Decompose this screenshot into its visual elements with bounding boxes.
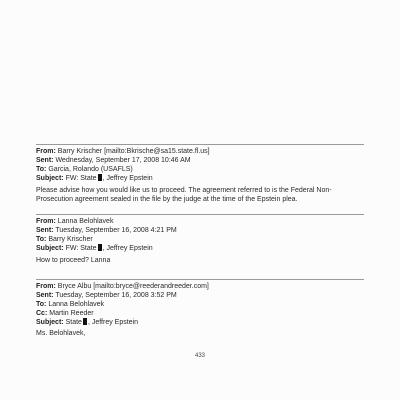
subject-label: Subject: (36, 319, 64, 326)
email-divider (36, 279, 364, 280)
sent-line (36, 291, 366, 300)
from-value: Barry Krischer [mailto:Bkrische@sa15.state.fl.us] (57, 148, 210, 155)
subject-line (36, 318, 366, 327)
from-line (36, 147, 366, 156)
email-header-2 (36, 217, 366, 253)
to-value: Garcia, Rolando (USAFLS) (48, 166, 133, 173)
subject-line (36, 174, 366, 183)
to-label: To: (36, 301, 47, 308)
email-body-2: How to proceed? Lanna (36, 257, 111, 264)
redaction-mark (98, 174, 102, 181)
from-line (36, 282, 366, 291)
sent-label: Sent: (36, 227, 54, 234)
from-value: Lanna Belohlavek (57, 218, 114, 225)
from-label: From: (36, 218, 56, 225)
from-line (36, 217, 366, 226)
subject-suffix: , Jeffrey Epstein (102, 245, 153, 252)
subject-prefix: FW: State (65, 245, 97, 252)
email-header-3 (36, 282, 366, 327)
subject-prefix: State (65, 319, 82, 326)
redaction-mark (83, 318, 87, 325)
email-header-1 (36, 147, 366, 183)
to-label: To: (36, 236, 47, 243)
subject-line (36, 244, 366, 253)
page-number: 433 (194, 353, 205, 359)
email-divider (36, 144, 364, 145)
redaction-mark (98, 244, 102, 251)
cc-label: Cc: (36, 310, 48, 317)
sent-label: Sent: (36, 157, 54, 164)
sent-label: Sent: (36, 292, 54, 299)
to-value: Lanna Belohlavek (48, 301, 104, 308)
subject-suffix: , Jeffrey Epstein (87, 319, 139, 326)
to-line (36, 165, 366, 174)
to-line (36, 300, 366, 309)
from-value: Bryce Albu [mailto:bryce@reederandreeder.com] (57, 283, 209, 290)
email-body-1: Please advise how you would like us to proceed. The agreement referred to is the Federal Non-Prosecution agreement sealed in the file by the judge at the time of the Epstein plea. (36, 187, 332, 203)
sent-value: Wednesday, September 17, 2008 10:46 AM (55, 157, 191, 164)
from-label: From: (36, 283, 56, 290)
subject-label: Subject: (36, 175, 64, 182)
sent-value: Tuesday, September 16, 2008 4:21 PM (55, 227, 177, 234)
to-label: To: (36, 166, 47, 173)
sent-line (36, 226, 366, 235)
email-body-3: Ms. Belohlavek, (36, 330, 86, 337)
cc-value: Martin Reeder (49, 310, 94, 317)
sent-value: Tuesday, September 16, 2008 3:52 PM (55, 292, 177, 299)
subject-suffix: , Jeffrey Epstein (102, 175, 153, 182)
cc-line (36, 309, 366, 318)
sent-line (36, 156, 366, 165)
from-label: From: (36, 148, 56, 155)
to-line (36, 235, 366, 244)
email-divider (36, 214, 364, 215)
subject-label: Subject: (36, 245, 64, 252)
subject-prefix: FW: State (65, 175, 97, 182)
to-value: Barry Krischer (48, 236, 93, 243)
